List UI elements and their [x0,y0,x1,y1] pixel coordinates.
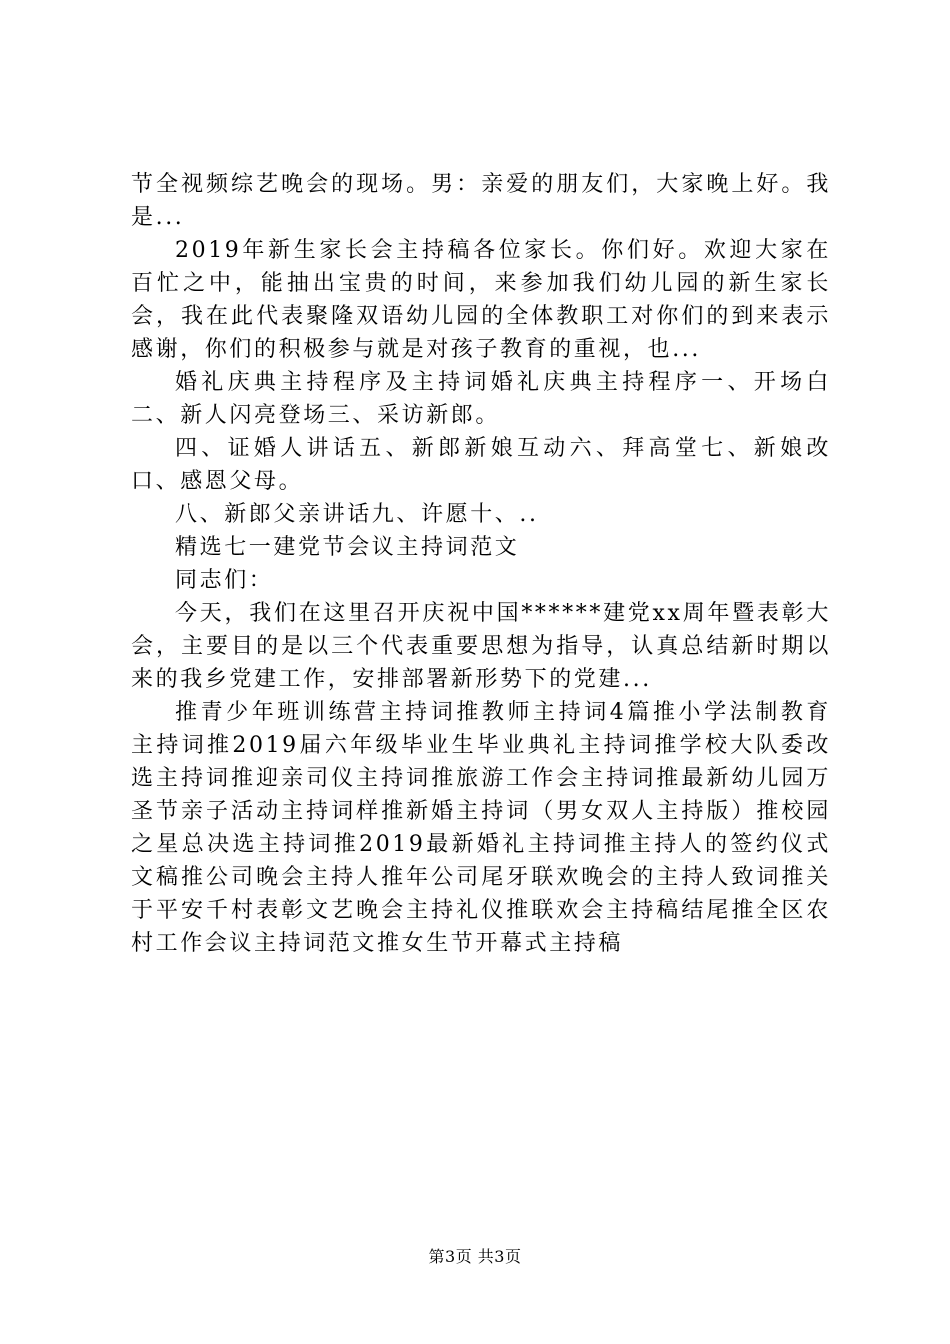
paragraph-continuation: 节全视频综艺晚会的现场。男：亲爱的朋友们，大家晚上好。我是... [131,172,831,230]
paragraph-party-meeting: 今天，我们在这里召开庆祝中国******建党xx周年暨表彰大会，主要目的是以三个代表重要思想为指导，认真总结新时期以来的我乡党建工作，安排部署新形势下的党建... [131,601,831,692]
paragraph-parent-meeting: 2019年新生家长会主持稿各位家长。你们好。欢迎大家在百忙之中，能抽出宝贵的时间，来参加我们幼儿园的新生家长会，我在此代表聚隆双语幼儿园的全体教职工对你们的到来表示感谢，你们的积极参与就是对孩子教育的重视，也... [131,238,831,362]
paragraph-heading-party-day: 精选七一建党节会议主持词范文 [175,535,520,560]
paragraph-recommendations: 推青少年班训练营主持词推教师主持词4篇推小学法制教育主持词推2019届六年级毕业生毕业典礼主持词推学校大队委改选主持词推迎亲司仪主持词推旅游工作会主持词推最新幼儿园万圣节亲子活动主持词样推新婚主持词（男女双人主持版）推校园之星总决选主持词推2019最新婚礼主持词推主持人的签约仪式文稿推公司晚会主持人推年公司尾牙联欢晚会的主持人致词推关于平安千村表彰文艺晚会主持礼仪推联欢会主持稿结尾推全区农村工作会议主持词范文推女生节开幕式主持稿 [131,700,831,956]
page-number-footer: 第3页 共3页 [428,1247,522,1266]
paragraph-wedding-steps-end: 八、新郎父亲讲话九、许愿十、.. [175,502,539,527]
document-body [131,168,831,960]
paragraph-salutation: 同志们： [175,568,274,593]
paragraph-wedding-program: 婚礼庆典主持程序及主持词婚礼庆典主持程序一、开场白二、新人闪亮登场三、采访新郎。 [131,370,831,428]
paragraph-wedding-steps: 四、证婚人讲话五、新郎新娘互动六、拜高堂七、新娘改口、感恩父母。 [131,436,831,494]
